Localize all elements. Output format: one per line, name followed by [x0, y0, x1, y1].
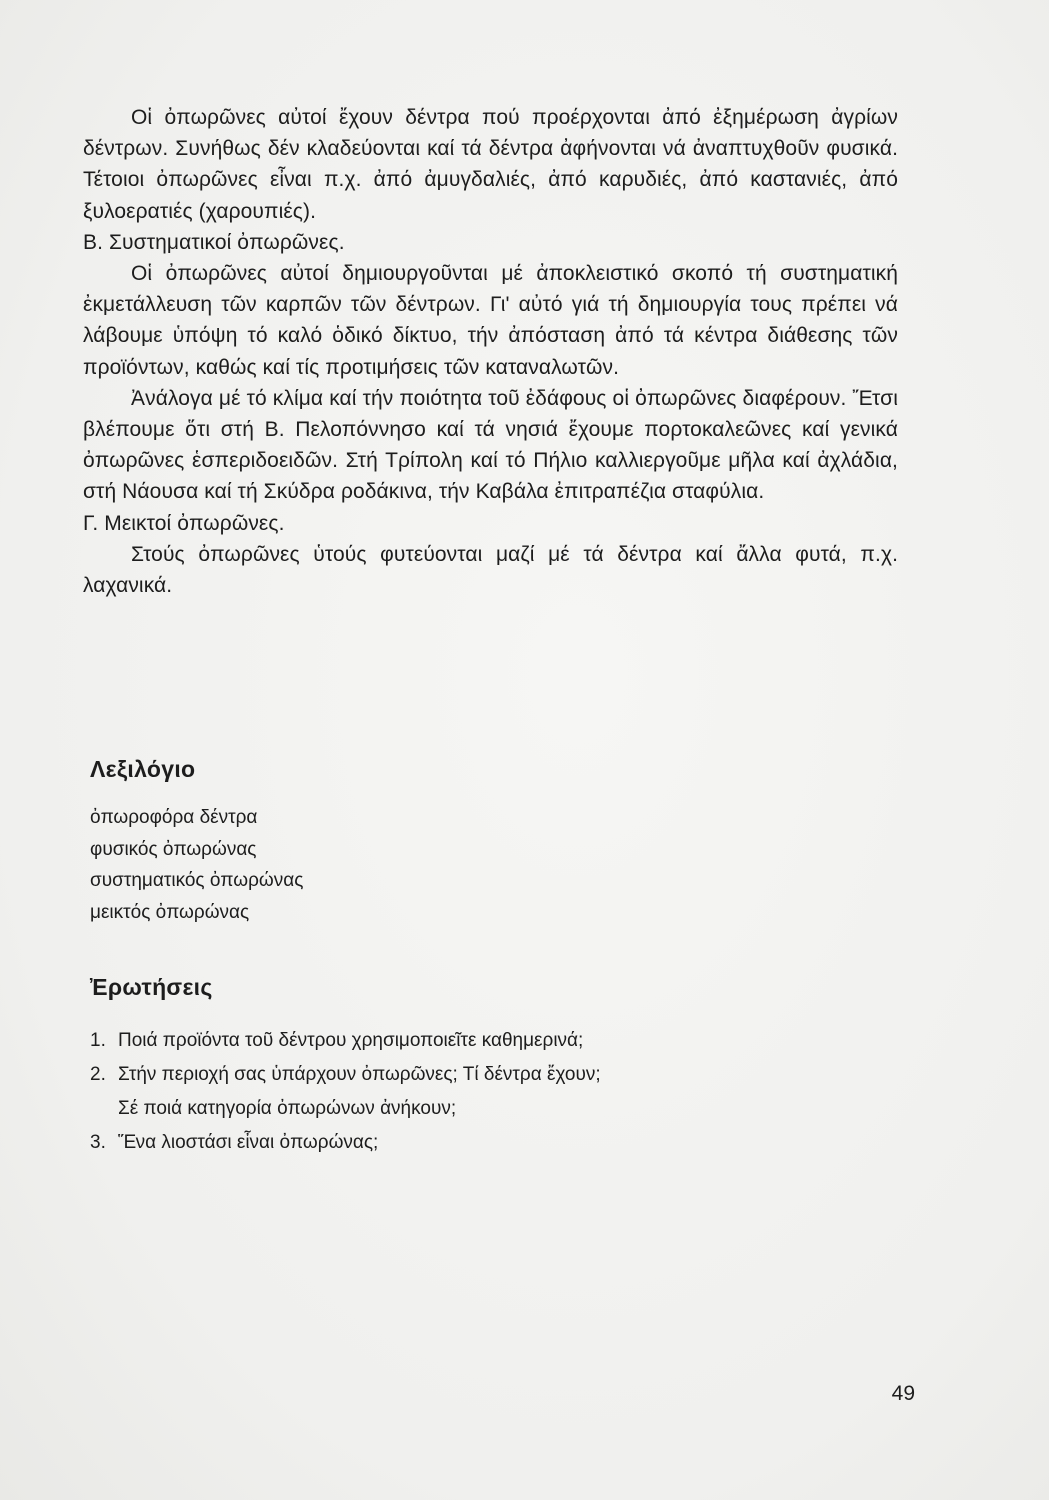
question-number: 1.	[90, 1030, 106, 1051]
glossary-item: φυσικός ὀπωρώνας	[90, 838, 257, 860]
subheading-mixed-orchards: Γ. Μεικτοί ὀπωρῶνες.	[83, 511, 285, 535]
question-text: Ποιά προϊόντα τοῦ δέντρου χρησιμοποιεῖτε καθημερινά;	[118, 1030, 584, 1051]
subheading-systematic-orchards: Β. Συστηματικοί ὀπωρῶνες.	[83, 230, 345, 254]
question-text: Σέ ποιά κατηγορία ὀπωρώνων ἀνήκουν;	[118, 1098, 457, 1119]
question-item	[90, 1024, 601, 1058]
body-text	[83, 102, 898, 601]
glossary-item: συστηματικός ὀπωρώνας	[90, 870, 304, 891]
questions-heading: Ἐρωτήσεις	[90, 974, 213, 1000]
question-item	[90, 1126, 601, 1160]
questions-list	[90, 1024, 601, 1160]
question-item-continuation	[90, 1092, 601, 1126]
paragraph-mixed-orchards: Στούς ὀπωρῶνες ὑτούς φυτεύονται μαζί μέ τά δέντρα καί ἄλλα φυτά, π.χ. λαχανικά.	[83, 542, 898, 598]
glossary-list	[90, 802, 303, 928]
question-text: Στήν περιοχή σας ὑπάρχουν ὀπωρῶνες; Τί δέντρα ἔχουν;	[118, 1064, 601, 1085]
question-text: Ἕνα λιοστάσι εἶναι ὀπωρώνας;	[118, 1132, 379, 1153]
question-number: 2.	[90, 1064, 106, 1085]
glossary-item: ὀπωροφόρα δέντρα	[90, 807, 258, 828]
glossary-item: μεικτός ὀπωρώνας	[90, 901, 250, 923]
question-number: 3.	[90, 1132, 106, 1153]
paragraph-regional-orchards: Ἀνάλογα μέ τό κλίμα καί τήν ποιότητα τοῦ ἐδάφους οἱ ὀπωρῶνες διαφέρουν. Ἔτσι βλέπουμε ὅτι στή Β. Πελοπόννησο καί τά νησιά ἔχουμε πορτοκαλεῶνες καί γενικά ὀπωρῶνες ἑσπεριδοειδῶν. Στή Τρίπολη καί τό Πήλιο καλλιεργοῦμε μῆλα καί ἀχλάδια, στή Νάουσα καί τή Σκύδρα ροδάκινα, τήν Καβάλα ἐπιτραπέζια σταφύλια.	[83, 386, 898, 504]
question-item	[90, 1058, 601, 1092]
page-number: 49	[891, 1382, 915, 1405]
glossary-heading: Λεξιλόγιο	[90, 756, 196, 782]
paragraph-natural-orchards: Οἱ ὀπωρῶνες αὐτοί ἔχουν δέντρα πού προέρχονται ἀπό ἐξημέρωση ἀγρίων δέντρων. Συνήθως δέν κλαδεύονται καί τά δέντρα ἀφήνονται νά ἀναπτυχθοῦν φυσικά. Τέτοιοι ὀπωρῶνες εἶναι π.χ. ἀπό ἀμυγδαλιές, ἀπό καρυδιές, ἀπό καστανιές, ἀπό ξυλοερατιές (χαρουπιές).	[83, 106, 898, 223]
paragraph-systematic-orchards: Οἱ ὀπωρῶνες αὐτοί δημιουργοῦνται μέ ἀποκλειστικό σκοπό τή συστηματική ἐκμετάλλευση τῶν καρπῶν τῶν δέντρων. Γι' αὐτό γιά τή δημιουργία τους πρέπει νά λάβουμε ὑπόψη τό καλό ὁδικό δίκτυο, τήν ἀπόσταση ἀπό τά κέντρα διάθεσης τῶν προϊόντων, καθώς καί τίς προτιμήσεις τῶν καταναλωτῶν.	[83, 262, 898, 379]
